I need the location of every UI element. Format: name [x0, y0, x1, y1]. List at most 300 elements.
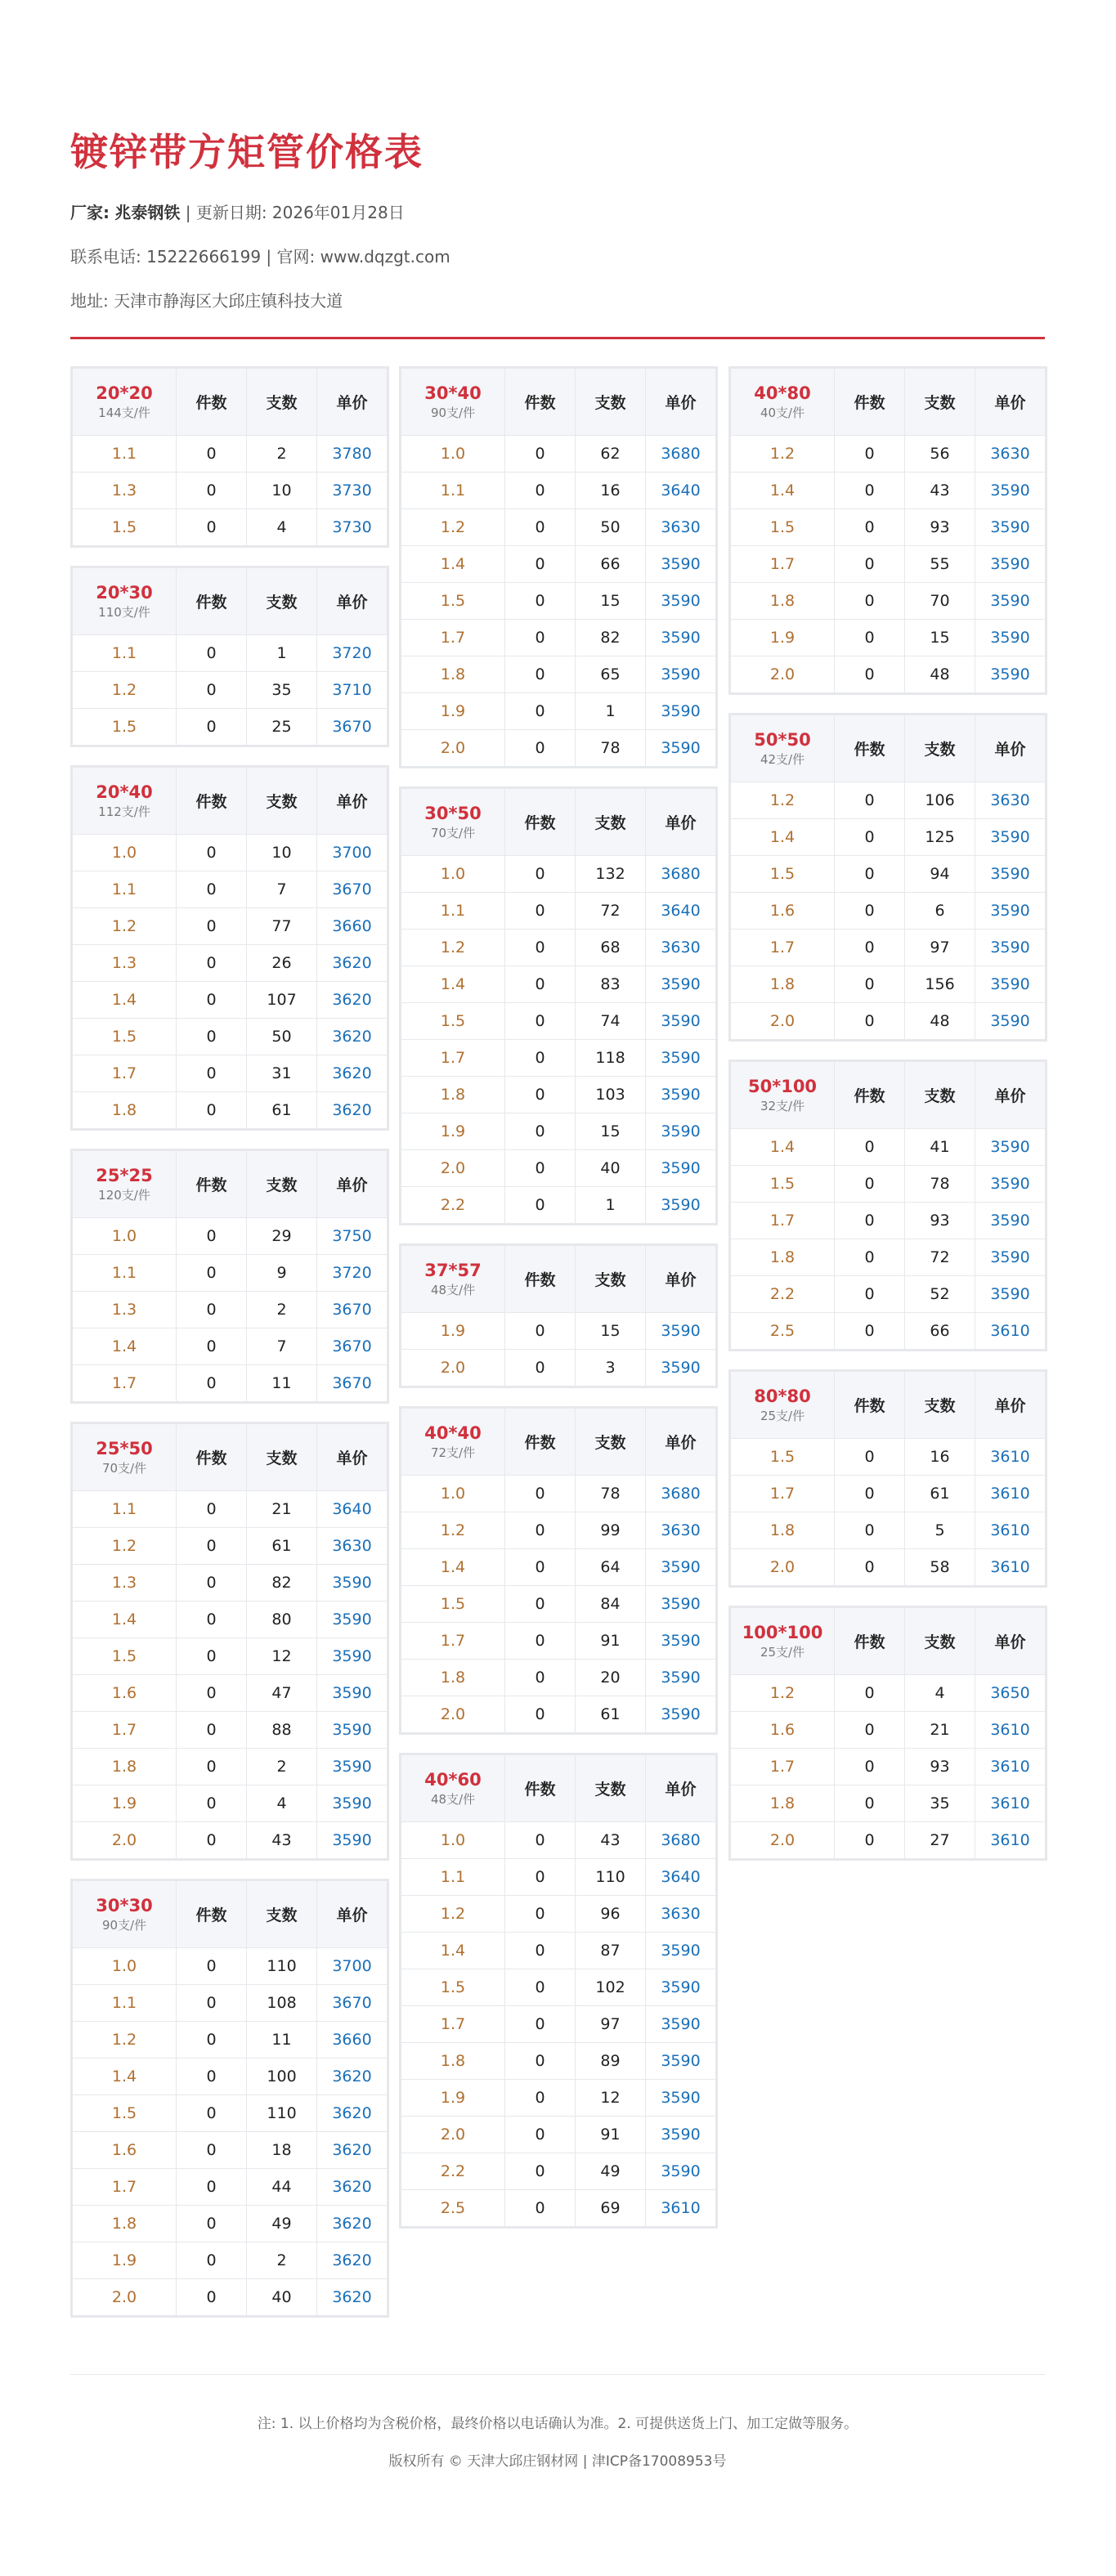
thickness-cell: 1.9 — [401, 2080, 505, 2117]
table-row — [401, 656, 716, 693]
price-table-block — [399, 1243, 718, 1388]
price-table — [72, 368, 388, 546]
spec-per-bundle: 48支/件 — [430, 1282, 476, 1297]
table-row — [73, 1749, 388, 1785]
thickness-cell: 1.8 — [731, 1512, 835, 1549]
thickness-cell: 1.4 — [73, 2059, 177, 2095]
price-cell: 3590 — [646, 620, 716, 656]
price-cell: 3590 — [646, 730, 716, 767]
price-cell: 3620 — [317, 982, 388, 1019]
price-cell: 3670 — [317, 871, 388, 908]
count-header: 支数 — [905, 1608, 975, 1675]
count-cell: 3 — [576, 1350, 646, 1387]
price-cell: 3590 — [646, 1933, 716, 1969]
table-row — [73, 2095, 388, 2132]
count-cell: 1 — [576, 693, 646, 730]
count-cell: 44 — [247, 2169, 317, 2206]
thickness-cell: 1.8 — [73, 1092, 177, 1129]
pieces-header: 件数 — [505, 1755, 576, 1822]
count-cell: 4 — [247, 1785, 317, 1822]
count-cell: 69 — [576, 2190, 646, 2227]
price-table-block — [70, 366, 389, 548]
thickness-cell: 1.4 — [401, 1549, 505, 1586]
thickness-cell: 2.0 — [73, 1822, 177, 1859]
count-cell: 18 — [247, 2132, 317, 2169]
price-cell: 3640 — [646, 893, 716, 930]
spec-per-bundle: 25支/件 — [760, 1408, 805, 1423]
table-row — [731, 1439, 1046, 1476]
count-cell: 66 — [905, 1313, 975, 1350]
thickness-cell: 1.2 — [73, 908, 177, 945]
price-cell: 3610 — [646, 2190, 716, 2227]
price-header: 单价 — [975, 1062, 1046, 1129]
price-cell: 3590 — [646, 1077, 716, 1113]
price-cell: 3590 — [646, 1549, 716, 1586]
price-cell: 3590 — [646, 1350, 716, 1387]
count-cell: 103 — [576, 1077, 646, 1113]
count-cell: 91 — [576, 1623, 646, 1660]
count-cell: 9 — [247, 1255, 317, 1292]
pieces-cell: 0 — [505, 1822, 576, 1859]
pieces-cell: 0 — [177, 1602, 247, 1638]
spec-header — [73, 568, 177, 635]
price-header: 单价 — [975, 1372, 1046, 1439]
table-row — [401, 1350, 716, 1387]
price-cell: 3610 — [975, 1313, 1046, 1350]
count-cell: 58 — [905, 1549, 975, 1586]
thickness-cell: 1.8 — [731, 583, 835, 620]
count-header: 支数 — [905, 1372, 975, 1439]
count-cell: 107 — [247, 982, 317, 1019]
price-cell: 3630 — [646, 509, 716, 546]
spec-header — [731, 1608, 835, 1675]
thickness-cell: 1.2 — [401, 509, 505, 546]
count-cell: 50 — [247, 1019, 317, 1055]
page-title: 镀锌带方矩管价格表 — [70, 130, 424, 174]
price-cell: 3590 — [646, 2080, 716, 2117]
table-row — [73, 2242, 388, 2279]
table-row — [401, 1623, 716, 1660]
pieces-cell: 0 — [835, 966, 905, 1003]
count-cell: 102 — [576, 1969, 646, 2006]
thickness-cell: 1.7 — [731, 930, 835, 966]
price-table — [72, 1880, 388, 2316]
thickness-cell: 1.8 — [73, 1749, 177, 1785]
thickness-cell: 2.0 — [731, 1003, 835, 1040]
price-cell: 3590 — [646, 1187, 716, 1224]
count-cell: 61 — [905, 1476, 975, 1512]
thickness-cell: 1.9 — [73, 1785, 177, 1822]
price-cell: 3620 — [317, 1019, 388, 1055]
table-row — [731, 1003, 1046, 1040]
thickness-cell: 1.1 — [73, 1491, 177, 1528]
pieces-cell: 0 — [177, 1055, 247, 1092]
spec-per-bundle: 25支/件 — [760, 1644, 805, 1660]
price-cell: 3590 — [646, 546, 716, 583]
pieces-cell: 0 — [505, 1660, 576, 1696]
table-row — [401, 2117, 716, 2153]
price-cell: 3590 — [646, 1696, 716, 1733]
table-row — [401, 1696, 716, 1733]
table-row — [731, 620, 1046, 656]
thickness-cell: 1.3 — [73, 1292, 177, 1328]
thickness-cell: 1.1 — [73, 635, 177, 672]
count-cell: 5 — [905, 1512, 975, 1549]
price-cell: 3720 — [317, 635, 388, 672]
table-row — [401, 966, 716, 1003]
price-cell: 3680 — [646, 856, 716, 893]
price-cell: 3610 — [975, 1476, 1046, 1512]
table-row — [73, 1055, 388, 1092]
thickness-cell: 1.8 — [401, 1077, 505, 1113]
spec-size: 30*30 — [96, 1895, 153, 1915]
count-header: 支数 — [247, 768, 317, 835]
table-row — [73, 1365, 388, 1402]
footer-divider — [70, 2374, 1045, 2375]
count-cell: 10 — [247, 835, 317, 871]
table-row — [401, 2190, 716, 2227]
count-cell: 4 — [905, 1675, 975, 1712]
count-cell: 89 — [576, 2043, 646, 2080]
count-cell: 64 — [576, 1549, 646, 1586]
table-row — [401, 583, 716, 620]
thickness-cell: 1.0 — [401, 1476, 505, 1512]
table-row — [401, 436, 716, 473]
price-cell: 3680 — [646, 1822, 716, 1859]
count-header: 支数 — [576, 789, 646, 856]
price-table — [401, 368, 716, 767]
count-cell: 11 — [247, 2022, 317, 2059]
table-row — [401, 930, 716, 966]
pieces-cell: 0 — [177, 1565, 247, 1602]
table-row — [401, 2080, 716, 2117]
copyright: 版权所有 © 天津大邱庄钢材网 | 津ICP备17008953号 — [388, 2453, 727, 2470]
count-cell: 118 — [576, 1040, 646, 1077]
pieces-cell: 0 — [835, 930, 905, 966]
count-cell: 27 — [905, 1822, 975, 1859]
count-cell: 40 — [576, 1150, 646, 1187]
count-cell: 35 — [905, 1785, 975, 1822]
table-row — [73, 1785, 388, 1822]
thickness-cell: 1.5 — [731, 509, 835, 546]
thickness-cell: 1.1 — [401, 893, 505, 930]
pieces-cell: 0 — [835, 1276, 905, 1313]
price-table-block — [70, 1879, 389, 2318]
pieces-cell: 0 — [505, 1313, 576, 1350]
thickness-cell: 1.6 — [731, 893, 835, 930]
table-row — [73, 1491, 388, 1528]
table-row — [73, 2169, 388, 2206]
pieces-cell: 0 — [505, 730, 576, 767]
price-cell: 3590 — [975, 656, 1046, 693]
pieces-cell: 0 — [835, 546, 905, 583]
count-header: 支数 — [576, 1246, 646, 1313]
spec-size: 37*57 — [424, 1260, 482, 1280]
count-cell: 61 — [247, 1092, 317, 1129]
price-cell: 3590 — [646, 1113, 716, 1150]
pieces-cell: 0 — [505, 1476, 576, 1512]
table-row — [73, 1255, 388, 1292]
thickness-cell: 1.4 — [401, 1933, 505, 1969]
price-cell: 3590 — [646, 656, 716, 693]
table-row — [73, 709, 388, 746]
count-cell: 16 — [905, 1439, 975, 1476]
table-row — [401, 1476, 716, 1512]
price-table-block — [728, 713, 1047, 1042]
pieces-header: 件数 — [177, 1424, 247, 1491]
thickness-cell: 1.4 — [73, 1328, 177, 1365]
table-row — [73, 1528, 388, 1565]
price-cell: 3590 — [646, 1586, 716, 1623]
price-cell: 3590 — [646, 1313, 716, 1350]
count-cell: 100 — [247, 2059, 317, 2095]
table-row — [73, 1092, 388, 1129]
pieces-cell: 0 — [835, 1003, 905, 1040]
pieces-cell: 0 — [835, 1749, 905, 1785]
table-row — [401, 856, 716, 893]
thickness-cell: 1.8 — [731, 1239, 835, 1276]
pieces-cell: 0 — [505, 1113, 576, 1150]
table-row — [401, 546, 716, 583]
table-row — [73, 835, 388, 871]
price-table-block — [728, 1606, 1047, 1861]
thickness-cell: 2.0 — [731, 1822, 835, 1859]
pieces-cell: 0 — [177, 1948, 247, 1985]
pieces-cell: 0 — [177, 1328, 247, 1365]
spec-per-bundle: 42支/件 — [760, 751, 805, 767]
spec-header — [73, 1881, 177, 1948]
price-cell: 3590 — [975, 509, 1046, 546]
price-cell: 3710 — [317, 672, 388, 709]
price-table — [401, 1754, 716, 2227]
count-header: 支数 — [247, 1881, 317, 1948]
thickness-cell: 1.7 — [73, 1712, 177, 1749]
table-row — [731, 1749, 1046, 1785]
pieces-cell: 0 — [835, 893, 905, 930]
price-cell: 3590 — [975, 893, 1046, 930]
thickness-cell: 1.9 — [401, 1313, 505, 1350]
count-cell: 11 — [247, 1365, 317, 1402]
table-row — [731, 1549, 1046, 1586]
spec-size: 20*30 — [96, 582, 153, 603]
spec-header — [401, 1246, 505, 1313]
count-cell: 48 — [905, 656, 975, 693]
spec-header — [73, 369, 177, 436]
pieces-cell: 0 — [505, 2043, 576, 2080]
pieces-cell: 0 — [835, 1313, 905, 1350]
price-cell: 3590 — [975, 583, 1046, 620]
table-row — [73, 1019, 388, 1055]
pieces-cell: 0 — [835, 1549, 905, 1586]
price-cell: 3660 — [317, 2022, 388, 2059]
price-cell: 3590 — [646, 1623, 716, 1660]
pieces-header: 件数 — [835, 1372, 905, 1439]
price-cell: 3720 — [317, 1255, 388, 1292]
thickness-cell: 1.1 — [73, 1255, 177, 1292]
pieces-cell: 0 — [177, 1019, 247, 1055]
column-1 — [70, 366, 389, 2336]
count-cell: 20 — [576, 1660, 646, 1696]
price-table — [730, 1371, 1046, 1586]
count-header: 支数 — [905, 369, 975, 436]
table-row — [401, 1077, 716, 1113]
thickness-cell: 1.3 — [73, 945, 177, 982]
pieces-cell: 0 — [505, 930, 576, 966]
thickness-cell: 1.5 — [73, 709, 177, 746]
price-cell: 3640 — [646, 1859, 716, 1896]
count-cell: 72 — [576, 893, 646, 930]
pieces-cell: 0 — [177, 473, 247, 509]
price-header: 单价 — [646, 1755, 716, 1822]
count-cell: 80 — [247, 1602, 317, 1638]
pieces-cell: 0 — [505, 2153, 576, 2190]
count-cell: 88 — [247, 1712, 317, 1749]
spec-size: 40*60 — [424, 1769, 482, 1790]
thickness-cell: 1.5 — [73, 509, 177, 546]
count-cell: 7 — [247, 1328, 317, 1365]
spec-size: 30*50 — [424, 803, 482, 823]
count-cell: 16 — [576, 473, 646, 509]
thickness-cell: 2.2 — [731, 1276, 835, 1313]
table-row — [731, 930, 1046, 966]
table-row — [73, 2279, 388, 2316]
count-cell: 65 — [576, 656, 646, 693]
pieces-cell: 0 — [177, 1749, 247, 1785]
table-row — [73, 473, 388, 509]
price-table — [730, 1061, 1046, 1350]
count-cell: 35 — [247, 672, 317, 709]
pieces-cell: 0 — [177, 2132, 247, 2169]
table-row — [731, 1203, 1046, 1239]
column-2 — [399, 366, 718, 2247]
count-cell: 110 — [247, 2095, 317, 2132]
count-cell: 94 — [905, 856, 975, 893]
pieces-cell: 0 — [835, 1239, 905, 1276]
table-row — [731, 819, 1046, 856]
pieces-header: 件数 — [505, 789, 576, 856]
table-row — [401, 1150, 716, 1187]
table-row — [401, 730, 716, 767]
thickness-cell: 1.2 — [731, 436, 835, 473]
thickness-cell: 1.1 — [73, 1985, 177, 2022]
thickness-cell: 1.8 — [401, 2043, 505, 2080]
thickness-cell: 1.1 — [401, 1859, 505, 1896]
spec-per-bundle: 40支/件 — [760, 405, 805, 420]
table-row — [731, 1476, 1046, 1512]
thickness-cell: 1.1 — [401, 473, 505, 509]
pieces-cell: 0 — [177, 835, 247, 871]
price-cell: 3590 — [646, 583, 716, 620]
table-row — [73, 1822, 388, 1859]
pieces-header: 件数 — [505, 369, 576, 436]
count-cell: 52 — [905, 1276, 975, 1313]
price-cell: 3590 — [975, 930, 1046, 966]
spec-size: 80*80 — [754, 1386, 811, 1406]
table-row — [401, 509, 716, 546]
thickness-cell: 2.0 — [401, 1696, 505, 1733]
count-header: 支数 — [905, 715, 975, 782]
pieces-cell: 0 — [505, 656, 576, 693]
column-3 — [728, 366, 1047, 1879]
thickness-cell: 1.4 — [401, 966, 505, 1003]
price-cell: 3590 — [646, 1150, 716, 1187]
count-header: 支数 — [905, 1062, 975, 1129]
price-cell: 3620 — [317, 1055, 388, 1092]
thickness-cell: 2.5 — [401, 2190, 505, 2227]
price-header: 单价 — [975, 715, 1046, 782]
pieces-header: 件数 — [177, 768, 247, 835]
spec-header — [73, 1151, 177, 1218]
header-divider — [70, 337, 1045, 339]
thickness-cell: 1.4 — [731, 473, 835, 509]
count-cell: 1 — [247, 635, 317, 672]
table-row — [401, 1040, 716, 1077]
count-cell: 29 — [247, 1218, 317, 1255]
spec-size: 25*25 — [96, 1165, 153, 1185]
count-cell: 110 — [576, 1859, 646, 1896]
pieces-cell: 0 — [505, 1696, 576, 1733]
pieces-cell: 0 — [177, 2022, 247, 2059]
price-cell: 3680 — [646, 1476, 716, 1512]
price-cell: 3640 — [317, 1491, 388, 1528]
table-row — [401, 693, 716, 730]
thickness-cell: 2.0 — [401, 1350, 505, 1387]
pieces-cell: 0 — [505, 1003, 576, 1040]
price-cell: 3590 — [317, 1785, 388, 1822]
spec-per-bundle: 90支/件 — [101, 1917, 147, 1933]
count-cell: 15 — [576, 583, 646, 620]
count-cell: 2 — [247, 2242, 317, 2279]
table-row — [73, 635, 388, 672]
count-cell: 108 — [247, 1985, 317, 2022]
thickness-cell: 1.5 — [401, 1586, 505, 1623]
price-cell: 3620 — [317, 945, 388, 982]
table-row — [401, 1822, 716, 1859]
pieces-cell: 0 — [505, 473, 576, 509]
price-cell: 3620 — [317, 2132, 388, 2169]
table-row — [401, 620, 716, 656]
spec-per-bundle: 110支/件 — [98, 604, 150, 620]
thickness-cell: 1.1 — [73, 871, 177, 908]
count-header: 支数 — [247, 568, 317, 635]
thickness-cell: 1.8 — [401, 656, 505, 693]
table-row — [401, 1586, 716, 1623]
count-cell: 106 — [905, 782, 975, 819]
pieces-cell: 0 — [835, 473, 905, 509]
price-cell: 3590 — [646, 1040, 716, 1077]
price-header: 单价 — [317, 1151, 388, 1218]
pieces-header: 件数 — [505, 1246, 576, 1313]
pieces-cell: 0 — [505, 1896, 576, 1933]
table-row — [731, 782, 1046, 819]
thickness-cell: 2.0 — [731, 1549, 835, 1586]
table-row — [401, 1859, 716, 1896]
pieces-header: 件数 — [835, 1062, 905, 1129]
thickness-cell: 2.0 — [401, 730, 505, 767]
thickness-cell: 1.7 — [731, 1203, 835, 1239]
price-cell: 3630 — [975, 436, 1046, 473]
price-cell: 3750 — [317, 1218, 388, 1255]
thickness-cell: 1.7 — [73, 1365, 177, 1402]
price-table — [401, 1408, 716, 1733]
thickness-cell: 2.0 — [731, 656, 835, 693]
thickness-cell: 1.9 — [401, 693, 505, 730]
price-table-block — [70, 765, 389, 1131]
pieces-cell: 0 — [835, 1512, 905, 1549]
count-cell: 49 — [576, 2153, 646, 2190]
thickness-cell: 1.7 — [731, 1476, 835, 1512]
count-cell: 50 — [576, 509, 646, 546]
